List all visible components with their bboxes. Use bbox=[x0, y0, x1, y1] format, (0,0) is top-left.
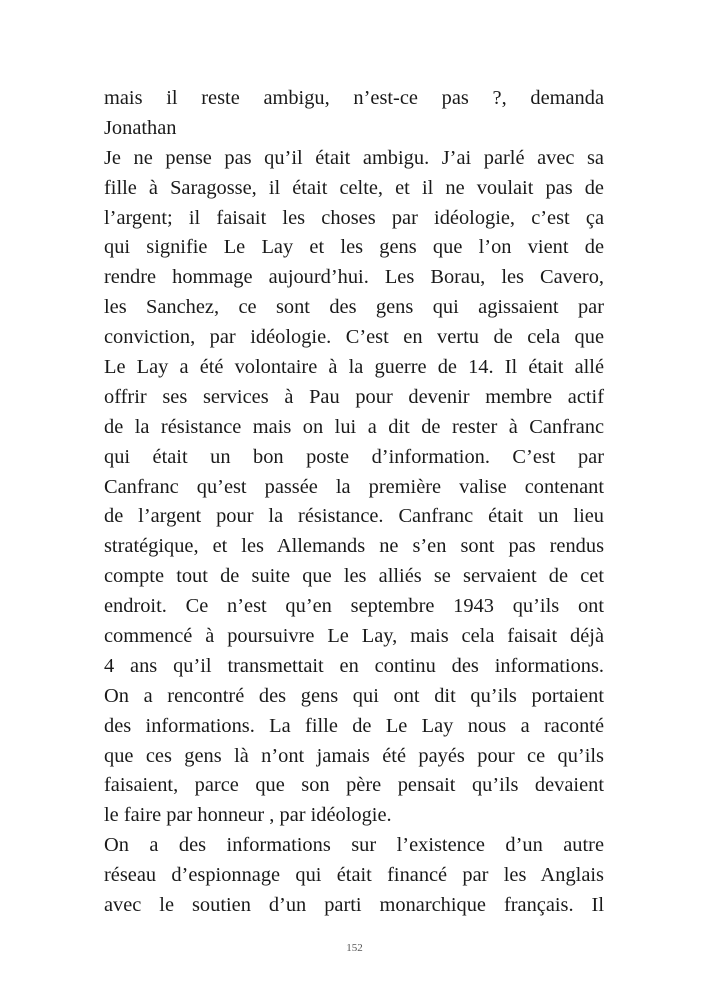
text-line: que ces gens là n’ont jamais été payés pour ce qu’ils bbox=[104, 744, 604, 767]
text-line: l’argent; il faisait les choses par idéologie, c’est ça bbox=[104, 206, 604, 229]
text-line: Le Lay a été volontaire à la guerre de 14. Il était allé bbox=[104, 356, 604, 379]
paragraph-2 bbox=[104, 144, 604, 831]
page-body bbox=[104, 84, 604, 921]
paragraph-1 bbox=[104, 84, 604, 144]
text-line: On a rencontré des gens qui ont dit qu’ils portaient bbox=[104, 684, 604, 707]
text-line: mais il reste ambigu, n’est-ce pas ?, demanda bbox=[104, 87, 604, 109]
text-line: faisaient, parce que son père pensait qu’ils devaient bbox=[104, 774, 604, 797]
text-line: stratégique, et les Allemands ne s’en sont pas rendus bbox=[104, 535, 604, 558]
text-line: qui signifie Le Lay et les gens que l’on vient de bbox=[104, 236, 604, 259]
paragraph-3 bbox=[104, 831, 604, 921]
text-line: endroit. Ce n’est qu’en septembre 1943 qu’ils ont bbox=[104, 595, 604, 618]
text-line: Je ne pense pas qu’il était ambigu. J’ai parlé avec sa bbox=[104, 146, 604, 169]
text-line: réseau d’espionnage qui était financé par les Anglais bbox=[104, 864, 604, 887]
text-line: les Sanchez, ce sont des gens qui agissaient par bbox=[104, 296, 604, 319]
text-line: Canfranc qu’est passée la première valise contenant bbox=[104, 475, 604, 498]
text-line: rendre hommage aujourd’hui. Les Borau, les Cavero, bbox=[104, 266, 604, 289]
text-line: offrir ses services à Pau pour devenir membre actif bbox=[104, 385, 604, 408]
text-line: Jonathan bbox=[104, 116, 177, 139]
text-line: des informations. La fille de Le Lay nous a raconté bbox=[104, 714, 604, 737]
text-line: de la résistance mais on lui a dit de rester à Canfranc bbox=[104, 415, 604, 438]
text-line: fille à Saragosse, il était celte, et il ne voulait pas de bbox=[104, 176, 604, 199]
text-line: de l’argent pour la résistance. Canfranc était un lieu bbox=[104, 505, 604, 528]
text-line: avec le soutien d’un parti monarchique français. Il bbox=[104, 894, 604, 917]
text-line: le faire par honneur , par idéologie. bbox=[104, 804, 392, 827]
text-line: conviction, par idéologie. C’est en vertu de cela que bbox=[104, 326, 604, 349]
text-line: commencé à poursuivre Le Lay, mais cela faisait déjà bbox=[104, 625, 604, 648]
page-number: 152 bbox=[346, 942, 363, 954]
text-line: 4 ans qu’il transmettait en continu des informations. bbox=[104, 654, 604, 677]
text-line: compte tout de suite que les alliés se servaient de cet bbox=[104, 565, 604, 588]
text-line: qui était un bon poste d’information. C’est par bbox=[104, 445, 604, 468]
text-line: On a des informations sur l’existence d’un autre bbox=[104, 834, 604, 857]
